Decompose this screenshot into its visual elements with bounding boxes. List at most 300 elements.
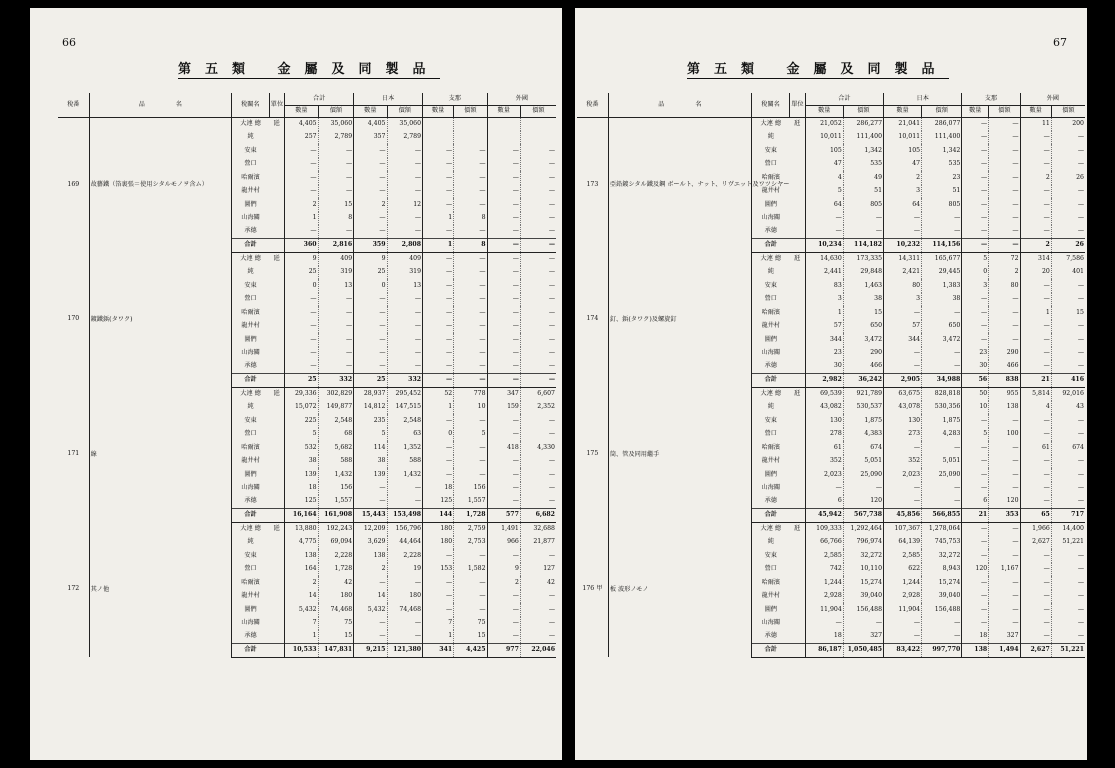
unit: 瓩	[794, 389, 801, 397]
quantity-cell: 43,082	[805, 401, 843, 415]
item-name: 鍍鐵鋲(タワク)	[89, 252, 231, 387]
value-cell: —	[922, 495, 962, 509]
value-cell: 1,167	[989, 563, 1020, 577]
quantity-cell: 47	[884, 158, 922, 172]
value-cell: —	[989, 536, 1020, 550]
quantity-cell: 1	[423, 630, 454, 644]
quantity-cell: 1	[423, 401, 454, 415]
customs-port: 安東	[231, 549, 269, 563]
quantity-cell: —	[962, 576, 989, 590]
quantity-cell: —	[487, 590, 520, 604]
customs-port: 承德	[752, 225, 790, 239]
header-japan: 日本	[354, 93, 423, 105]
quantity-cell: 1	[1020, 306, 1051, 320]
customs-port: 合計	[752, 374, 790, 388]
value-cell: 4,330	[520, 441, 556, 455]
quantity-cell: 139	[285, 468, 318, 482]
quantity-cell: 360	[285, 239, 318, 253]
header-value: 價額	[1051, 105, 1085, 117]
unit	[269, 549, 285, 563]
table-row	[577, 522, 1085, 536]
value-cell: —	[454, 198, 487, 212]
value-cell: 5,051	[922, 455, 962, 469]
value-cell: 290	[843, 347, 883, 361]
value-cell: —	[520, 482, 556, 496]
customs-port: 合計	[231, 509, 269, 523]
value-cell: —	[1051, 617, 1085, 631]
quantity-cell: —	[884, 630, 922, 644]
value-cell: 15	[454, 630, 487, 644]
customs-port: 哈爾濱	[752, 441, 790, 455]
value-cell: —	[520, 333, 556, 347]
value-cell: 2,816	[318, 239, 354, 253]
header-qty: 數量	[962, 105, 989, 117]
value-cell: —	[922, 212, 962, 226]
quantity-cell: —	[487, 158, 520, 172]
quantity-cell: 0	[423, 428, 454, 442]
unit	[269, 225, 285, 239]
unit	[790, 414, 806, 428]
quantity-cell: 45,942	[805, 509, 843, 523]
quantity-cell: —	[354, 293, 387, 307]
quantity-cell: —	[354, 144, 387, 158]
value-cell: 156	[454, 482, 487, 496]
quantity-cell: —	[962, 549, 989, 563]
customs-port: 龍井村	[231, 455, 269, 469]
unit	[790, 212, 806, 226]
value-cell: —	[520, 279, 556, 293]
unit	[790, 225, 806, 239]
quantity-cell: —	[487, 495, 520, 509]
quantity-cell: —	[962, 239, 989, 253]
quantity-cell: —	[487, 185, 520, 199]
value-cell: 114,182	[843, 239, 883, 253]
customs-port: 安東	[231, 144, 269, 158]
quantity-cell: 10	[962, 401, 989, 415]
value-cell: 138	[989, 401, 1020, 415]
tax-number: 171	[67, 450, 80, 458]
value-cell: 295,452	[387, 387, 423, 401]
header-qty: 數量	[884, 105, 922, 117]
quantity-cell: —	[962, 536, 989, 550]
quantity-cell: 125	[285, 495, 318, 509]
header-value: 價額	[989, 105, 1020, 117]
unit	[790, 428, 806, 442]
value-cell: —	[454, 320, 487, 334]
quantity-cell: —	[487, 279, 520, 293]
value-cell: —	[520, 495, 556, 509]
quantity-cell: 2,023	[805, 468, 843, 482]
value-cell: 26	[1051, 171, 1085, 185]
value-cell: —	[1051, 495, 1085, 509]
value-cell: —	[318, 293, 354, 307]
value-cell: —	[1051, 603, 1085, 617]
value-cell: —	[843, 617, 883, 631]
quantity-cell: —	[487, 266, 520, 280]
quantity-cell: 10,234	[805, 239, 843, 253]
value-cell: 15	[318, 198, 354, 212]
quantity-cell: —	[354, 495, 387, 509]
value-cell: 10	[454, 401, 487, 415]
quantity-cell: 2,928	[884, 590, 922, 604]
quantity-cell: —	[487, 239, 520, 253]
value-cell: —	[989, 171, 1020, 185]
value-cell: —	[1051, 198, 1085, 212]
quantity-cell: 344	[805, 333, 843, 347]
unit: 瓩	[794, 119, 801, 127]
quantity-cell: 1	[285, 630, 318, 644]
quantity-cell: —	[1020, 414, 1051, 428]
value-cell: —	[520, 252, 556, 266]
value-cell: 409	[387, 252, 423, 266]
quantity-cell: 180	[423, 522, 454, 536]
quantity-cell: 105	[805, 144, 843, 158]
value-cell: 51	[922, 185, 962, 199]
quantity-cell: —	[1020, 495, 1051, 509]
tax-number: 176 甲	[582, 585, 603, 593]
value-cell: 2,789	[387, 131, 423, 145]
value-cell	[520, 117, 556, 131]
quantity-cell: 138	[354, 549, 387, 563]
value-cell: —	[454, 171, 487, 185]
table-row	[58, 117, 556, 131]
quantity-cell: —	[354, 320, 387, 334]
value-cell: 51,221	[1051, 644, 1085, 658]
unit	[269, 644, 285, 658]
quantity-cell: —	[285, 185, 318, 199]
quantity-cell: —	[962, 590, 989, 604]
value-cell: 1,557	[318, 495, 354, 509]
value-cell: —	[1051, 279, 1085, 293]
quantity-cell: 5,814	[1020, 387, 1051, 401]
value-cell: 1,432	[318, 468, 354, 482]
unit	[269, 563, 285, 577]
value-cell: 921,789	[843, 387, 883, 401]
value-cell: 588	[387, 455, 423, 469]
value-cell: 75	[454, 617, 487, 631]
tax-number: 175	[586, 450, 599, 458]
value-cell: —	[1051, 482, 1085, 496]
customs-port: 山海關	[231, 617, 269, 631]
value-cell: 74,468	[318, 603, 354, 617]
value-cell: —	[454, 576, 487, 590]
value-cell: —	[387, 630, 423, 644]
quantity-cell: 5,432	[285, 603, 318, 617]
value-cell: 161,908	[318, 509, 354, 523]
quantity-cell: —	[487, 428, 520, 442]
customs-port: 哈爾濱	[231, 576, 269, 590]
value-cell: —	[454, 549, 487, 563]
customs-port: 哈爾濱	[231, 171, 269, 185]
value-cell: 1,557	[454, 495, 487, 509]
quantity-cell: 61	[805, 441, 843, 455]
quantity-cell: —	[354, 347, 387, 361]
quantity-cell: 1	[805, 306, 843, 320]
unit	[790, 171, 806, 185]
value-cell: 75	[318, 617, 354, 631]
value-cell: 19	[387, 563, 423, 577]
quantity-cell: —	[354, 360, 387, 374]
value-cell: 1,432	[387, 468, 423, 482]
value-cell: —	[520, 590, 556, 604]
left-page	[30, 8, 562, 760]
unit: 瓩	[273, 119, 280, 127]
value-cell: 35,060	[387, 117, 423, 131]
value-cell: 120	[843, 495, 883, 509]
quantity-cell: 2,627	[1020, 644, 1051, 658]
quantity-cell: 18	[423, 482, 454, 496]
quantity-cell: 5	[805, 185, 843, 199]
value-cell: —	[1051, 144, 1085, 158]
value-cell: 22,046	[520, 644, 556, 658]
unit	[790, 306, 806, 320]
value-cell: —	[520, 239, 556, 253]
quantity-cell	[423, 117, 454, 131]
value-cell: 29,445	[922, 266, 962, 280]
value-cell: —	[454, 293, 487, 307]
quantity-cell: 4	[1020, 401, 1051, 415]
quantity-cell: —	[423, 333, 454, 347]
value-cell: —	[922, 306, 962, 320]
value-cell: 44,464	[387, 536, 423, 550]
customs-port: 大連 總	[752, 252, 790, 266]
unit	[790, 549, 806, 563]
unit	[269, 414, 285, 428]
value-cell: —	[318, 144, 354, 158]
header-china: 支那	[423, 93, 487, 105]
table-row	[577, 252, 1085, 266]
value-cell: 147,831	[318, 644, 354, 658]
value-cell: 4,383	[843, 428, 883, 442]
value-cell: 2,228	[387, 549, 423, 563]
quantity-cell: —	[962, 185, 989, 199]
customs-port: 營口	[752, 293, 790, 307]
quantity-cell: —	[487, 630, 520, 644]
unit	[269, 482, 285, 496]
quantity-cell: 57	[805, 320, 843, 334]
value-cell: 15	[1051, 306, 1085, 320]
value-cell: 1,342	[843, 144, 883, 158]
value-cell: 332	[318, 374, 354, 388]
quantity-cell: 15,072	[285, 401, 318, 415]
header-item: 品 名	[608, 93, 751, 117]
unit	[790, 158, 806, 172]
value-cell: 5,051	[843, 455, 883, 469]
value-cell: —	[454, 590, 487, 604]
quantity-cell: 273	[884, 428, 922, 442]
quantity-cell: 18	[962, 630, 989, 644]
header-qty: 數量	[285, 105, 318, 117]
quantity-cell: —	[354, 225, 387, 239]
quantity-cell: —	[962, 455, 989, 469]
quantity-cell: 3	[962, 279, 989, 293]
quantity-cell: 1	[423, 239, 454, 253]
value-cell: —	[318, 360, 354, 374]
customs-port: 圖們	[231, 603, 269, 617]
value-cell: 286,277	[843, 117, 883, 131]
value-cell: 409	[318, 252, 354, 266]
value-cell: —	[454, 468, 487, 482]
unit	[790, 347, 806, 361]
quantity-cell: —	[423, 603, 454, 617]
value-cell: —	[454, 266, 487, 280]
quantity-cell: 61	[1020, 441, 1051, 455]
unit: 瓩	[794, 524, 801, 532]
value-cell: —	[454, 279, 487, 293]
value-cell: 3,472	[843, 333, 883, 347]
quantity-cell: 2	[487, 576, 520, 590]
quantity-cell: —	[487, 455, 520, 469]
quantity-cell: 83,422	[884, 644, 922, 658]
value-cell: 111,400	[922, 131, 962, 145]
unit	[269, 279, 285, 293]
quantity-cell: —	[1020, 563, 1051, 577]
customs-port: 純	[752, 131, 790, 145]
quantity-cell: —	[962, 482, 989, 496]
quantity-cell: 1,491	[487, 522, 520, 536]
quantity-cell: 2,905	[884, 374, 922, 388]
quantity-cell: 52	[423, 387, 454, 401]
unit	[269, 495, 285, 509]
quantity-cell: 278	[805, 428, 843, 442]
value-cell: 1,728	[318, 563, 354, 577]
value-cell: 327	[843, 630, 883, 644]
quantity-cell: —	[1020, 455, 1051, 469]
quantity-cell: 11	[1020, 117, 1051, 131]
unit	[269, 333, 285, 347]
item-name: 其ノ他	[89, 522, 231, 657]
item-name: 故藝鐵（箔裹張＝使用シタルモノヲ含ム）	[89, 117, 231, 252]
quantity-cell: 966	[487, 536, 520, 550]
quantity-cell: —	[354, 617, 387, 631]
quantity-cell: 2,023	[884, 468, 922, 482]
quantity-cell: 56	[962, 374, 989, 388]
quantity-cell: —	[962, 131, 989, 145]
quantity-cell: 16,164	[285, 509, 318, 523]
customs-port: 承德	[231, 360, 269, 374]
unit	[269, 468, 285, 482]
customs-port: 安東	[752, 279, 790, 293]
quantity-cell: 64	[805, 198, 843, 212]
value-cell: 319	[318, 266, 354, 280]
quantity-cell: 344	[884, 333, 922, 347]
customs-port: 純	[231, 266, 269, 280]
customs-port: 純	[231, 131, 269, 145]
unit	[269, 158, 285, 172]
value-cell: —	[520, 617, 556, 631]
customs-port: 營口	[231, 158, 269, 172]
value-cell: 5,682	[318, 441, 354, 455]
quantity-cell: —	[423, 374, 454, 388]
unit	[269, 212, 285, 226]
quantity-cell: —	[423, 198, 454, 212]
statistics-table	[58, 93, 556, 658]
unit	[790, 509, 806, 523]
header-foreign: 外國	[1020, 93, 1085, 105]
unit	[790, 630, 806, 644]
quantity-cell: 577	[487, 509, 520, 523]
quantity-cell: 341	[423, 644, 454, 658]
value-cell: 828,818	[922, 387, 962, 401]
value-cell: 650	[843, 320, 883, 334]
value-cell: —	[318, 185, 354, 199]
value-cell: —	[387, 320, 423, 334]
customs-port: 營口	[231, 428, 269, 442]
quantity-cell: 63,675	[884, 387, 922, 401]
value-cell: —	[318, 347, 354, 361]
value-cell: —	[1051, 590, 1085, 604]
quantity-cell: —	[1020, 144, 1051, 158]
quantity-cell: 11,904	[884, 603, 922, 617]
unit	[790, 144, 806, 158]
header-japan: 日本	[884, 93, 962, 105]
quantity-cell: 14	[354, 590, 387, 604]
quantity-cell: 164	[285, 563, 318, 577]
quantity-cell: —	[354, 576, 387, 590]
item-name: 筒、管及同用繼手	[608, 387, 751, 522]
quantity-cell: 314	[1020, 252, 1051, 266]
value-cell: 1,463	[843, 279, 883, 293]
value-cell: 745,753	[922, 536, 962, 550]
quantity-cell: —	[487, 212, 520, 226]
quantity-cell: —	[962, 522, 989, 536]
quantity-cell: —	[487, 347, 520, 361]
quantity-cell: —	[487, 414, 520, 428]
quantity-cell: —	[962, 603, 989, 617]
quantity-cell: 2,585	[884, 549, 922, 563]
quantity-cell: —	[285, 306, 318, 320]
customs-port: 龍井村	[231, 320, 269, 334]
value-cell: —	[922, 617, 962, 631]
value-cell: —	[989, 333, 1020, 347]
value-cell: —	[520, 414, 556, 428]
value-cell: —	[387, 212, 423, 226]
customs-port: 龍井村	[752, 455, 790, 469]
customs-port: 大連 總	[231, 522, 269, 536]
unit	[269, 617, 285, 631]
unit	[269, 266, 285, 280]
quantity-cell: 3	[805, 293, 843, 307]
customs-port: 合計	[752, 239, 790, 253]
value-cell: 717	[1051, 509, 1085, 523]
value-cell: 12	[387, 198, 423, 212]
quantity-cell: 65	[1020, 509, 1051, 523]
quantity-cell: 10,232	[884, 239, 922, 253]
quantity-cell: 2,585	[805, 549, 843, 563]
customs-port: 哈爾濱	[231, 441, 269, 455]
quantity-cell: 977	[487, 644, 520, 658]
unit: 瓩	[273, 389, 280, 397]
value-cell: —	[922, 630, 962, 644]
header-value: 價額	[454, 105, 487, 117]
value-cell: 1,494	[989, 644, 1020, 658]
value-cell: 1,050,485	[843, 644, 883, 658]
value-cell: 2,352	[520, 401, 556, 415]
value-cell: 43	[1051, 401, 1085, 415]
value-cell: —	[387, 482, 423, 496]
value-cell: —	[989, 185, 1020, 199]
unit	[269, 630, 285, 644]
unit	[269, 536, 285, 550]
quantity-cell: —	[1020, 360, 1051, 374]
value-cell: 530,356	[922, 401, 962, 415]
quantity-cell: —	[805, 225, 843, 239]
unit	[269, 590, 285, 604]
customs-port: 純	[752, 401, 790, 415]
quantity-cell: 2	[285, 198, 318, 212]
value-cell: 120	[989, 495, 1020, 509]
unit	[790, 495, 806, 509]
